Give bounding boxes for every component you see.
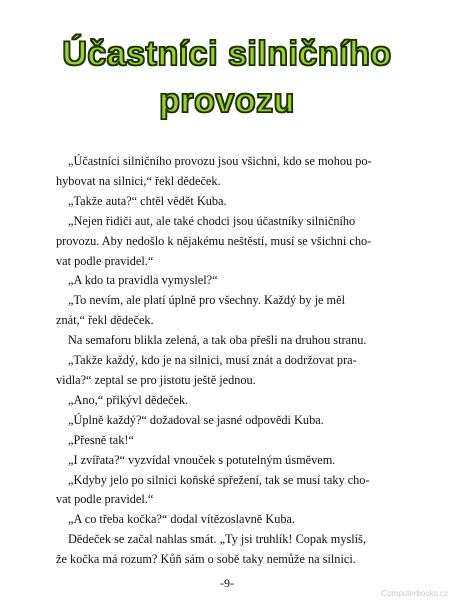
paragraph-2: „Takže auta?“ chtěl vědět Kuba. (68, 193, 227, 208)
chapter-title-line-1: Účastníci silničního (62, 35, 392, 73)
paragraph-10: „Přesně tak!“ (68, 432, 134, 447)
paragraph-8: „Ano,“ přikývl dědeček. (68, 392, 189, 407)
paragraph-1: „Účastníci silničního provozu jsou všichni, kdo se mohou po- hybovat na silnici,“ řekl dědeček. (56, 154, 372, 188)
paragraph-13: „A co třeba kočka?“ dodal vítězoslavně Kuba. (68, 512, 296, 527)
paragraph-6: Na semaforu blikla zelená, a tak oba přešli na druhou stranu. (68, 333, 367, 348)
paragraph-9: „Úplně každý?“ dožadoval se jasné odpovědi Kuba. (68, 412, 324, 427)
page-number: -9- (220, 576, 234, 590)
paragraph-11: „I zvířata?“ vyzvídal vnouček s potutelným úsměvem. (68, 452, 336, 467)
paragraph-5: „To nevím, ale platí úplně pro všechny. Každý by je měl znát,“ řekl dědeček. (56, 293, 345, 328)
paragraph-4: „A kdo ta pravidla vymyslel?“ (68, 273, 218, 288)
watermark: Computerbooks.cz (381, 589, 448, 598)
chapter-body (56, 152, 402, 570)
paragraph-12: „Kdyby jelo po silnici koňské spřežení, tak se musí taky cho- vat podle pravidel.“ (56, 472, 370, 507)
paragraph-7: „Takže každý, kdo je na silnici, musí znát a dodržovat pra- vidla?“ zeptal se pro jistotu ještě jednou. (56, 353, 357, 387)
paragraph-3: „Nejen řidiči aut, ale také chodci jsou účastníky silničního provozu. Aby nedošlo k nějakému neštěstí, musí se všichni cho- vat podle pravidel.“ (56, 213, 372, 268)
paragraph-14: Dědeček se začal nahlas smát. „Ty jsi truhlík! Copak myslíš, že kočka má rozum? Kůň sám o sobě taky nemůže na silnici. (56, 532, 366, 567)
chapter-title-line-2: provozu (159, 82, 295, 120)
